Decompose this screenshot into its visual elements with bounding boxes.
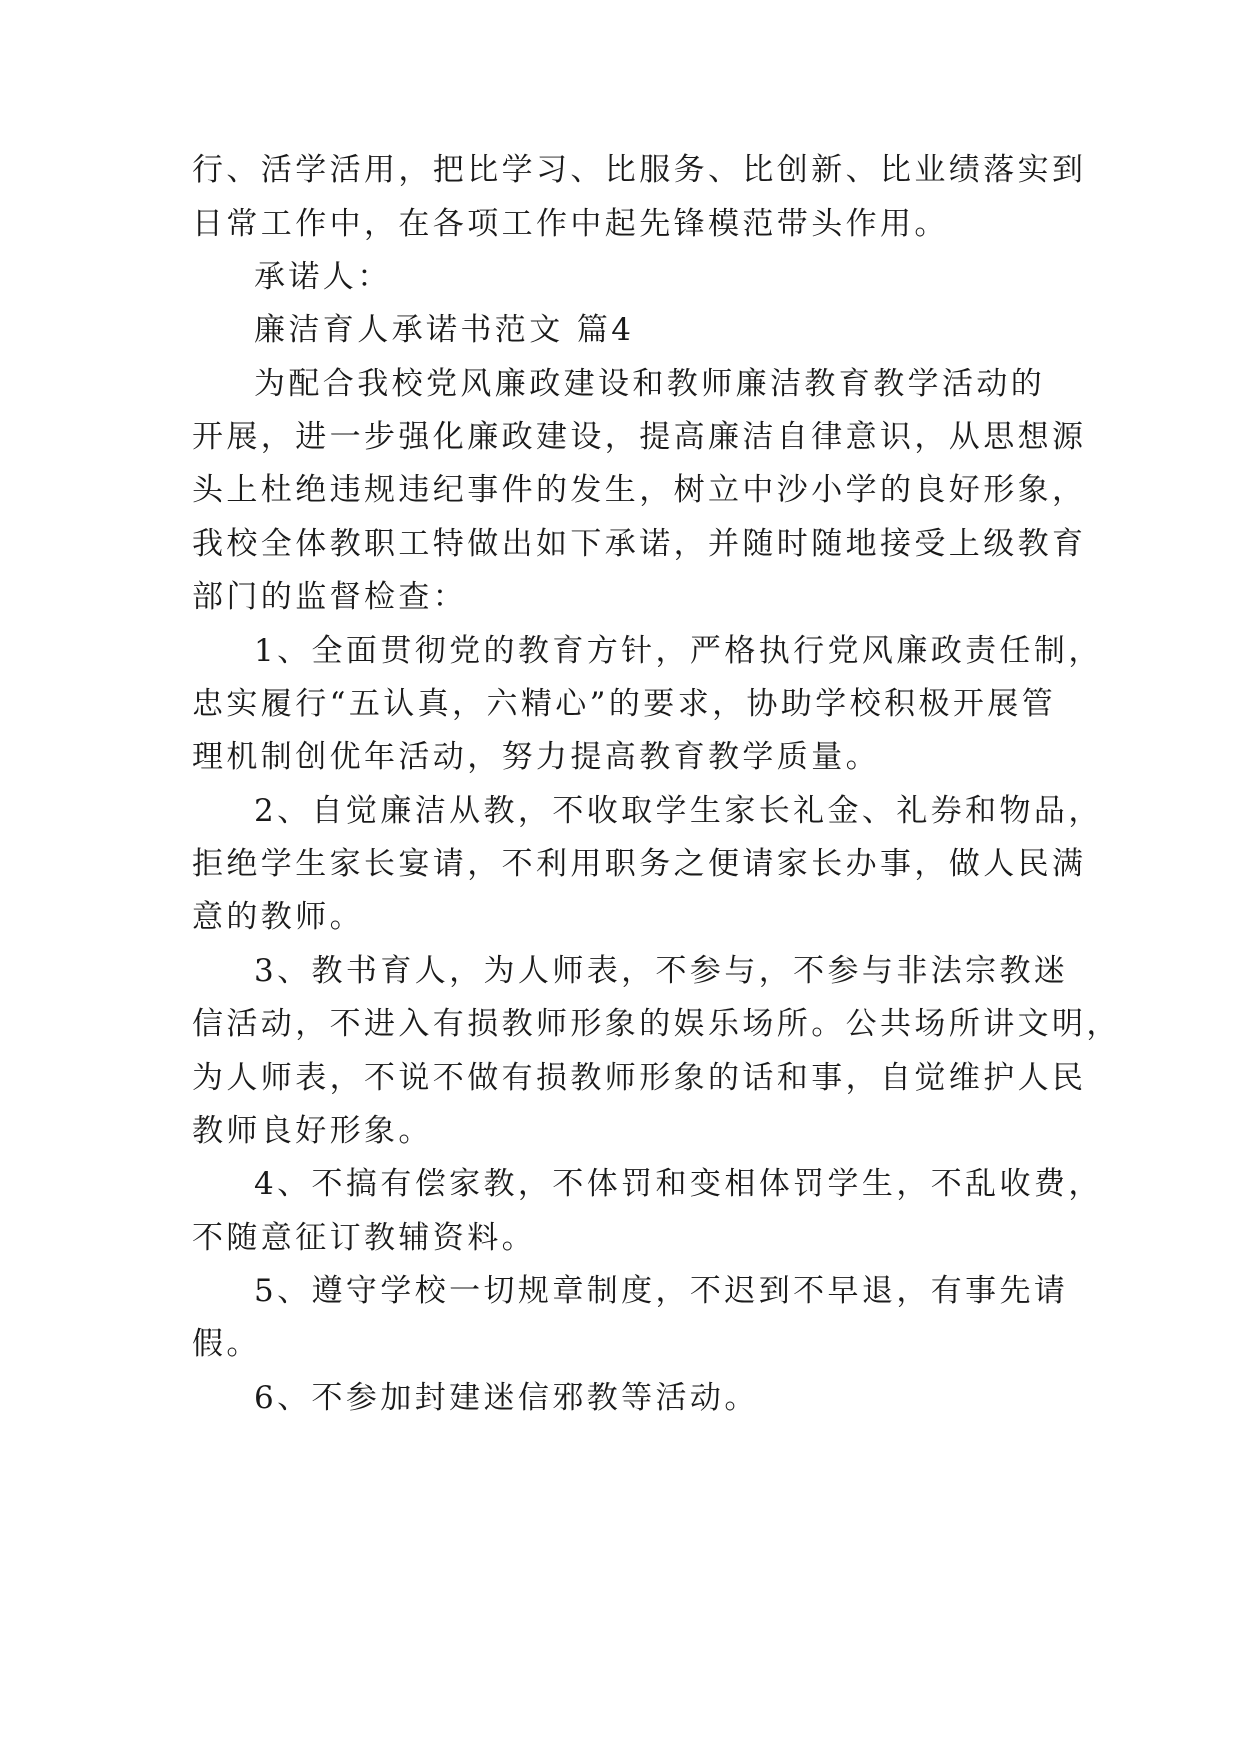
text-line: 拒绝学生家长宴请，不利用职务之便请家长办事，做人民满 [192, 846, 1087, 882]
text-line: 教师良好形象。 [192, 1113, 433, 1149]
paragraph-start: 为配合我校党风廉政建设和教师廉洁教育教学活动的 [254, 366, 1046, 402]
text-line: 理机制创优年活动，努力提高教育教学质量。 [192, 739, 880, 775]
text-line: 日常工作中，在各项工作中起先锋模范带头作用。 [192, 206, 949, 242]
text-line: 假。 [192, 1326, 261, 1362]
section-heading: 廉洁育人承诺书范文 篇4 [254, 312, 635, 348]
list-item-5: 5、遵守学校一切规章制度，不迟到不早退，有事先请 [254, 1273, 1069, 1309]
text-line: 不随意征订教辅资料。 [192, 1220, 536, 1256]
list-item-1: 1、全面贯彻党的教育方针，严格执行党风廉政责任制， [254, 633, 1103, 669]
list-item-3: 3、教书育人，为人师表，不参与，不参与非法宗教迷 [254, 953, 1069, 989]
text-line: 行、活学活用，把比学习、比服务、比创新、比业绩落实到 [192, 152, 1087, 188]
text-line: 我校全体教职工特做出如下承诺，并随时随地接受上级教育 [192, 526, 1087, 562]
text-line: 头上杜绝违规违纪事件的发生，树立中沙小学的良好形象， [192, 472, 1087, 508]
list-item-4: 4、不搞有偿家教，不体罚和变相体罚学生，不乱收费， [254, 1166, 1103, 1202]
text-line: 意的教师。 [192, 899, 364, 935]
text-line: 信活动，不进入有损教师形象的娱乐场所。公共场所讲文明， [192, 1006, 1121, 1042]
text-line: 部门的监督检查： [192, 579, 468, 615]
list-item-6: 6、不参加封建迷信邪教等活动。 [254, 1380, 759, 1416]
signatory-label: 承诺人： [254, 259, 392, 295]
text-line: 忠实履行“五认真，六精心”的要求，协助学校积极开展管 [192, 686, 1057, 722]
text-line: 开展，进一步强化廉政建设，提高廉洁自律意识，从思想源 [192, 419, 1087, 455]
list-item-2: 2、自觉廉洁从教，不收取学生家长礼金、礼券和物品， [254, 793, 1103, 829]
text-line: 为人师表，不说不做有损教师形象的话和事，自觉维护人民 [192, 1060, 1087, 1096]
